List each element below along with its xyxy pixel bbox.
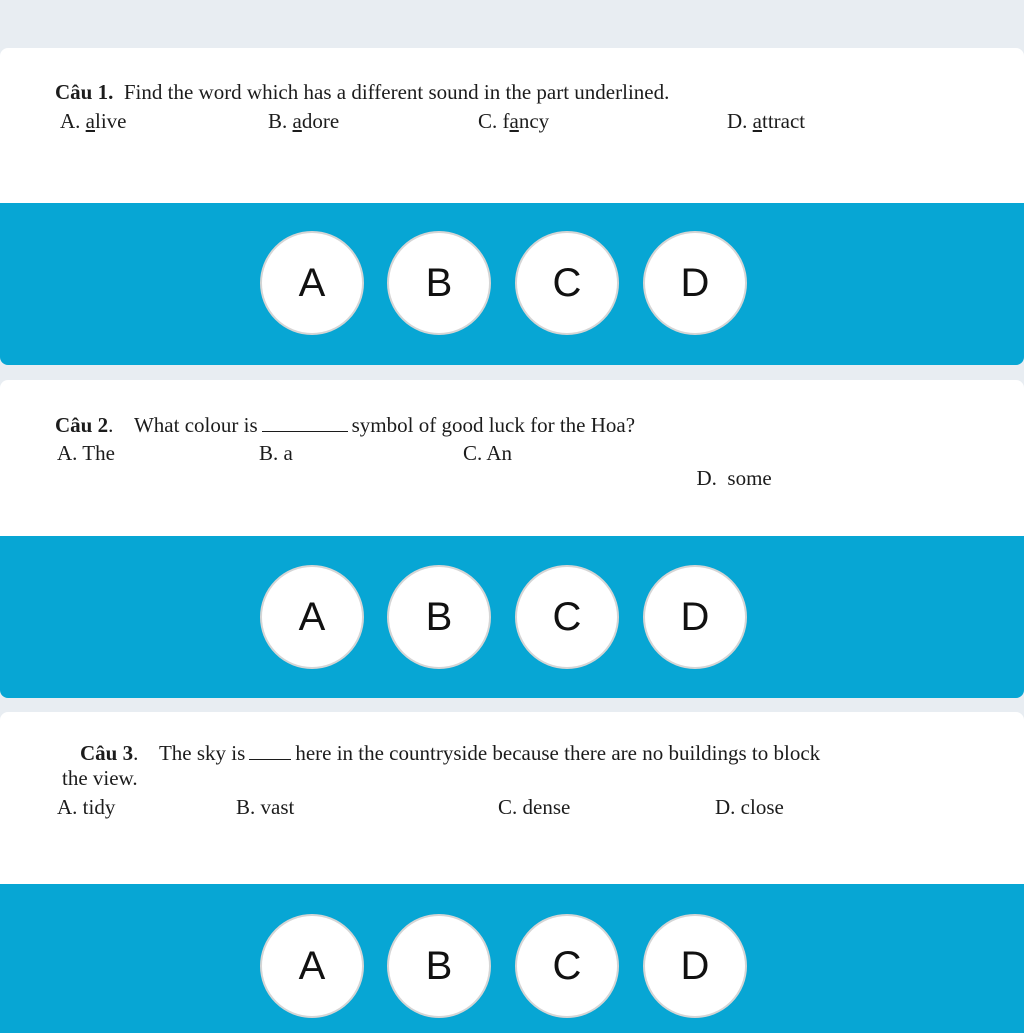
question-card-2 xyxy=(0,380,1024,536)
option-underlined: a xyxy=(292,109,302,133)
answer-button-c[interactable]: C xyxy=(515,565,619,669)
answer-button-b[interactable]: B xyxy=(387,914,491,1018)
option-prefix: B. xyxy=(268,109,293,133)
option-c xyxy=(478,109,549,134)
option-a xyxy=(57,795,115,820)
question-prompt-rest: symbol of good luck for the Hoa? xyxy=(351,413,636,437)
answer-button-a[interactable]: A xyxy=(260,231,364,335)
option-text: D. close xyxy=(715,795,784,819)
question-text-3-continuation: the view. xyxy=(62,766,138,790)
option-d xyxy=(715,795,784,820)
option-rest: ttract xyxy=(762,109,806,133)
question-prompt: The sky is xyxy=(158,741,246,765)
answer-button-d[interactable]: D xyxy=(643,565,747,669)
question-text-2 xyxy=(55,413,635,438)
question-text-1 xyxy=(55,80,669,105)
question-label: Câu 2 xyxy=(55,413,109,437)
option-b xyxy=(259,441,293,466)
question-prompt: What colour is xyxy=(133,413,258,437)
option-d xyxy=(727,109,805,134)
answer-button-d[interactable]: D xyxy=(643,231,747,335)
option-rest: ncy xyxy=(518,109,550,133)
option-underlined: a xyxy=(85,109,95,133)
answer-button-d[interactable]: D xyxy=(643,914,747,1018)
option-a xyxy=(60,109,127,134)
question-prompt-rest: here in the countryside because there are no buildings to block xyxy=(295,741,821,765)
option-text: C. dense xyxy=(498,795,571,819)
question-text-3 xyxy=(80,741,820,766)
option-b xyxy=(268,109,339,134)
option-text: C. An xyxy=(463,441,513,465)
option-prefix: D. xyxy=(727,109,753,133)
option-prefix: A. xyxy=(60,109,86,133)
question-label-suffix: . xyxy=(133,741,139,765)
option-c xyxy=(463,441,512,466)
option-text: A. The xyxy=(57,441,115,465)
option-a xyxy=(57,441,115,466)
option-text: B. a xyxy=(259,441,293,465)
answer-button-c[interactable]: C xyxy=(515,231,619,335)
option-text: B. vast xyxy=(236,795,295,819)
answer-bar-3 xyxy=(0,884,1024,1033)
option-c xyxy=(498,795,570,820)
answer-button-a[interactable]: A xyxy=(260,914,364,1018)
option-b xyxy=(236,795,294,820)
question-label: Câu 1. xyxy=(55,80,114,104)
answer-button-b[interactable]: B xyxy=(387,231,491,335)
option-text: A. tidy xyxy=(57,795,116,819)
question-label-suffix: . xyxy=(108,413,114,437)
question-prompt: Find the word which has a different sound in the part underlined. xyxy=(123,80,670,104)
option-rest: live xyxy=(95,109,127,133)
answer-button-a[interactable]: A xyxy=(260,565,364,669)
answer-bar-1 xyxy=(0,203,1024,365)
option-rest: dore xyxy=(301,109,340,133)
option-underlined: a xyxy=(752,109,762,133)
answer-button-b[interactable]: B xyxy=(387,565,491,669)
answer-button-c[interactable]: C xyxy=(515,914,619,1018)
answer-blank xyxy=(249,758,291,760)
option-underlined: a xyxy=(509,109,519,133)
answer-bar-2 xyxy=(0,536,1024,698)
question-card-1 xyxy=(0,48,1024,203)
answer-blank xyxy=(262,430,348,432)
question-card-3 xyxy=(0,712,1024,884)
option-text: D. some xyxy=(696,466,772,490)
option-d xyxy=(665,441,772,516)
question-label: Câu 3 xyxy=(80,741,134,765)
option-prefix: C. f xyxy=(478,109,510,133)
